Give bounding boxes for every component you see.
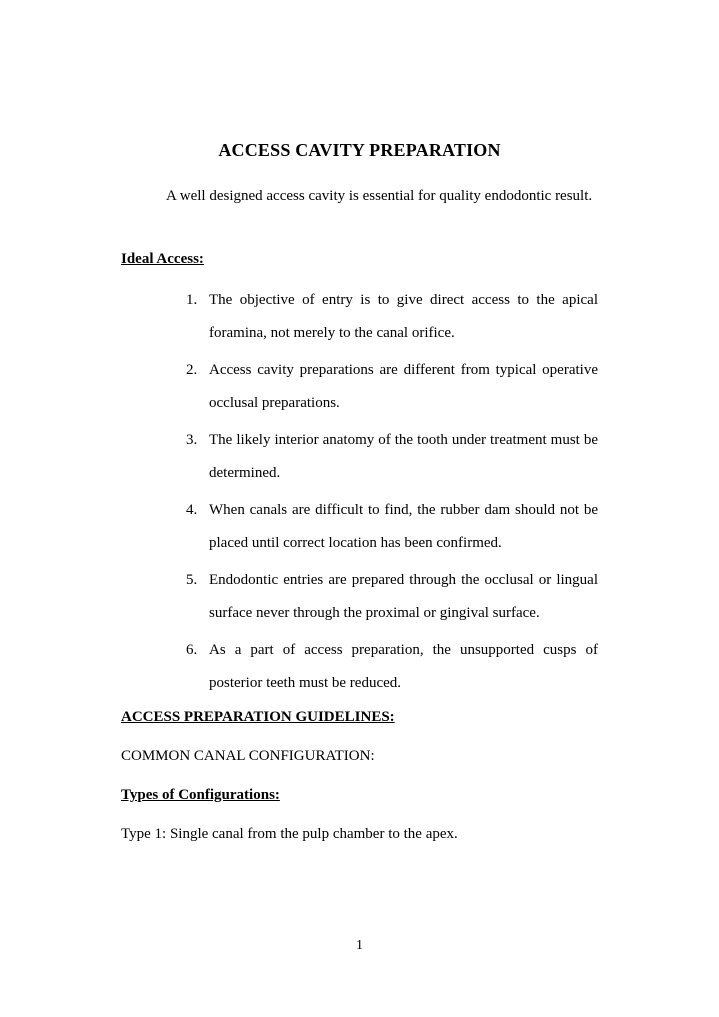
list-item (186, 564, 598, 630)
list-item (186, 634, 598, 700)
list-item-text: When canals are difficult to find, the rubber dam should not be placed until correct location has been confirmed. (209, 502, 598, 551)
page-title: ACCESS CAVITY PREPARATION (218, 140, 501, 160)
page-number: 1 (356, 938, 363, 953)
list-item-number: 6. (186, 642, 198, 658)
list-item-text: The likely interior anatomy of the tooth under treatment must be determined. (209, 432, 598, 481)
types-heading: Types of Configurations: (121, 787, 280, 803)
list-item-text: As a part of access preparation, the unsupported cusps of posterior teeth must be reduced. (209, 642, 598, 691)
list-item-number: 3. (186, 432, 198, 448)
common-configuration-label: COMMON CANAL CONFIGURATION: (121, 748, 375, 764)
list-item-number: 4. (186, 502, 198, 518)
list-item (186, 354, 598, 420)
type1-text: Type 1: Single canal from the pulp chamber to the apex. (121, 826, 458, 842)
list-item-text: Endodontic entries are prepared through the occlusal or lingual surface never through the proximal or gingival surface. (209, 572, 598, 621)
list-item (186, 424, 598, 490)
list-item-number: 1. (186, 292, 198, 308)
list-item-text: The objective of entry is to give direct access to the apical foramina, not merely to the canal orifice. (209, 292, 598, 341)
intro-paragraph: A well designed access cavity is essential for quality endodontic result. (166, 188, 593, 204)
list-item-number: 2. (186, 362, 198, 378)
list-item (186, 494, 598, 560)
list-item-text: Access cavity preparations are different from typical operative occlusal preparations. (209, 362, 598, 411)
ideal-access-heading: Ideal Access: (121, 251, 204, 267)
list-item (186, 284, 598, 350)
list-item-number: 5. (186, 572, 198, 588)
guidelines-heading: ACCESS PREPARATION GUIDELINES: (121, 709, 395, 725)
